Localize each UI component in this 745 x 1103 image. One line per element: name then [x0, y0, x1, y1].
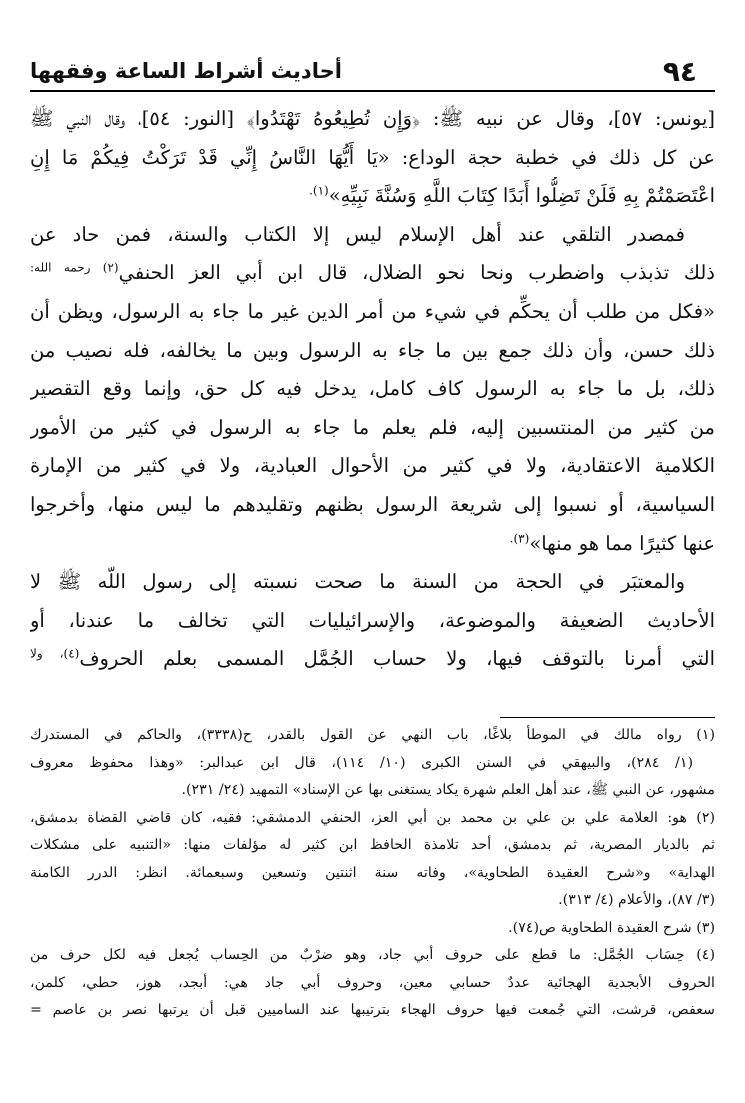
text-line — [30, 177, 715, 216]
text-line: «فكل من طلب أن يحكِّم في شيء من أمر الدين غير ما جاء به الرسول، ويظن أن — [30, 299, 715, 323]
text-line: فمصدر التلقي عند أهل الإسلام ليس إلا الكتاب والسنة، فمن حاد عن — [30, 222, 685, 246]
footnote-ref-1: (١). — [309, 183, 329, 198]
footnote-line: (١) رواه مالك في الموطأ بلاغًا، باب النهي عن القول بالقدر، ح(٣٣٣٨)، والحاكم في المستدرك — [30, 727, 715, 743]
footnote-line: (٣/ ٨٧)، والأعلام (٤/ ٣١٣). — [558, 892, 715, 908]
text-line — [30, 525, 715, 564]
paragraph-1 — [30, 100, 715, 216]
footnote-line: سعفص، قرشت، التي جُمعت فيها حروف الهجاء بترتيبها عند الساميين قبل أن يرتبها نصر بن عاصم = — [30, 1002, 715, 1018]
paragraph-2 — [30, 216, 715, 563]
text-line: السياسية، أو نسبوا إلى شريعة الرسول بظنهم وتقليدهم ما ليس منها، وأخرجوا — [30, 492, 715, 516]
text-line: الكلامية الاعتقادية، ولا في كثير من الأحوال العبادية، ولا في كثير من الإمارة — [30, 454, 715, 478]
page-header — [30, 46, 715, 86]
text-line-content: ذلك تذبذب واضطرب ونحا نحو الضلال، قال ابن أبي العز الحنفي — [118, 261, 715, 285]
footnote-line: ثم بالديار المصرية، ثم بدمشق، أحد تلامذة الحافظ ابن كثير له مؤلفات منها: «التنبيه على مشكلات — [30, 837, 715, 853]
text-line-content: اعْتَصَمْتُمْ بِهِ فَلَنْ تَضِلُّوا أَبَدًا كِتَابَ اللَّهِ وَسُنَّةَ نَبِيِّهِ» — [328, 184, 715, 208]
footnote-ref-2: (٢) رحمه الله: — [30, 260, 119, 275]
footnote-line: (٣) شرح العقيدة الطحاوية ص(٧٤). — [508, 919, 715, 936]
footnote-line: (٤) حِسَاب الجُمَّل: ما قطع على حروف أبي جاد، وهو ضرْبٌ من الحِساب يُجعل فيه لكل حرف من — [30, 947, 715, 963]
text-line: من كثير من المنتسبين إليه، فلم يعلم ما جاء به الرسول في كثير من الأمور — [30, 415, 715, 439]
text-line — [30, 254, 715, 293]
footnotes — [30, 722, 715, 1025]
text-line — [30, 640, 715, 679]
footnote-ref-4: (٤)، ولا — [30, 646, 80, 661]
footnote-line: الحروف الأبجدية الهجائية عددٌ حسابي معين، وحروف أبي جاد هي: أبجد، هوز، حطي، كلمن، — [30, 974, 715, 991]
footnote-line: الهداية» و«شرح العقيدة الطحاوية»، وفاته سنة اثنتين وتسعين وسبعمائة. انظر: الدرر الكامنة — [30, 864, 715, 881]
header-rule — [30, 90, 715, 92]
footnote-line: (٢) هو: العلامة علي بن علي بن محمد بن أبي العز، الحنفي الدمشقي: فقيه، كان قاضي القضاة بدمشق، — [30, 809, 715, 826]
main-text — [30, 100, 715, 679]
text-line-content: التي أمرنا بالتوقف فيها، ولا حساب الجُمَّل المسمى بعلم الحروف — [79, 647, 715, 671]
paragraph-3 — [30, 563, 715, 679]
footnote-line: مشهور، عن النبي ﷺ، عند أهل العلم شهرة يكاد يستغنى بها عن الإسناد» التمهيد (٢٤/ ٢٣١). — [181, 782, 715, 798]
text-line: الأحاديث الضعيفة والموضوعة، والإسرائيليات التي تخالف ما عندنا، أو — [30, 608, 715, 632]
text-line: ذلك، بل ما جاء به الرسول كاف كامل، يدخل فيه كل حق، وإنما وقع التقصير — [30, 377, 715, 401]
page-number: ٩٤ — [662, 55, 697, 88]
text-line: عن كل ذلك في خطبة حجة الوداع: «يَا أَيُّهَا النَّاسُ إِنِّي قَدْ تَرَكْتُ فِيكُمْ مَا إِنِ — [30, 145, 715, 169]
footnote-ref-3: (٣). — [509, 531, 530, 546]
text-line: ذلك حسن، وأن ذلك جمع بين ما جاء به الرسول وبين ما يخالفه، فله نصيب من — [30, 338, 715, 362]
text-line-content: عنها كثيرًا مما هو منها» — [529, 531, 715, 555]
footnote-rule — [500, 717, 715, 718]
running-title: أحاديث أشراط الساعة وفقهها — [30, 59, 342, 83]
footnote-line: (١/ ٢٨٤)، والبيهقي في السنن الكبرى (١٠/ ١١٤)، قال ابن عبدالبر: «وهذا محفوظ معروف — [30, 754, 693, 771]
text-line: والمعتبَر في الحجة من السنة ما صحت نسبته إلى رسول اللّه ﷺ لا — [30, 570, 685, 594]
text-line: [يونس: ٥٧]، وقال عن نبيه ﷺ: ﴿وَإِن تُطِيعُوهُ تَهْتَدُوا﴾ [النور: ٥٤]، وقال النبي ﷺ — [30, 107, 715, 130]
